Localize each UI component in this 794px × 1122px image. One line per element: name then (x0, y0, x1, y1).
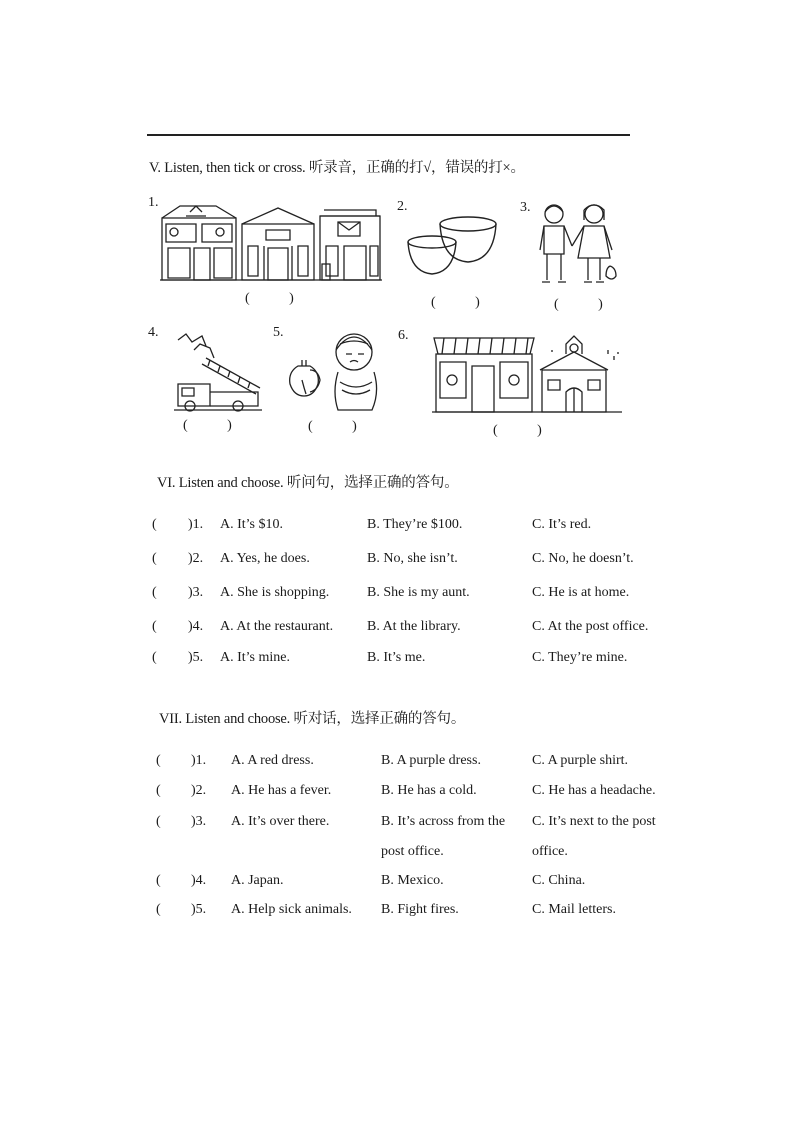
item-1-buildings-picture (160, 202, 382, 282)
option-a: A. It’s over there. (231, 814, 330, 829)
option-a: A. It’s $10. (220, 517, 283, 532)
answer-bracket[interactable]: ( (156, 873, 161, 888)
item-2-bowls-picture (406, 210, 498, 276)
question-number: )1. (191, 753, 207, 768)
item-3-children-picture (538, 202, 624, 288)
option-c: C. China. (532, 873, 586, 888)
item-4-answer-parens[interactable]: ( ) (183, 418, 250, 433)
item-6-answer-parens[interactable]: ( ) (493, 423, 560, 438)
answer-bracket[interactable]: ( (156, 783, 161, 798)
option-a: A. At the restaurant. (220, 619, 334, 634)
question-number: )5. (191, 902, 207, 917)
option-c: C. No, he doesn’t. (532, 551, 634, 566)
option-b: B. At the library. (367, 619, 461, 634)
top-rule (147, 134, 630, 136)
option-c: C. Mail letters. (532, 902, 616, 917)
option-c-continued: office. (532, 844, 568, 859)
question-number: )3. (188, 585, 204, 600)
answer-bracket[interactable]: ( (152, 650, 157, 665)
item-1-answer-parens[interactable]: ( ) (245, 291, 312, 306)
question-number: )2. (188, 551, 204, 566)
option-a: A. She is shopping. (220, 585, 330, 600)
option-c: C. It’s red. (532, 517, 592, 532)
section-5-title: V. Listen, then tick or cross. 听录音，正确的打√，错误的打×。 (149, 160, 525, 176)
option-b: B. They’re $100. (367, 517, 463, 532)
option-a: A. A red dress. (231, 753, 314, 768)
option-a: A. It’s mine. (220, 650, 290, 665)
s6-question-4 (0, 619, 794, 641)
option-c: C. He is at home. (532, 585, 630, 600)
option-b: B. Fight fires. (381, 902, 459, 917)
answer-bracket[interactable]: ( (156, 814, 161, 829)
question-number: )1. (188, 517, 204, 532)
option-c: C. He has a headache. (532, 783, 656, 798)
item-5-answer-parens[interactable]: ( ) (308, 419, 375, 434)
item-5-number: 5. (273, 325, 284, 340)
item-4-number: 4. (148, 325, 159, 340)
answer-bracket[interactable]: ( (152, 619, 157, 634)
section-7-title: VII. Listen and choose. 听对话，选择正确的答句。 (159, 711, 466, 727)
answer-bracket[interactable]: ( (156, 902, 161, 917)
s7-question-3-continued (0, 844, 794, 866)
s6-question-1 (0, 517, 794, 539)
item-5-sick-girl-picture (280, 330, 384, 414)
s6-question-5 (0, 650, 794, 672)
option-a: A. He has a fever. (231, 783, 332, 798)
answer-bracket[interactable]: ( (152, 551, 157, 566)
s6-question-3 (0, 585, 794, 607)
section-6-title: VI. Listen and choose. 听问句，选择正确的答句。 (157, 475, 459, 491)
question-number: )5. (188, 650, 204, 665)
question-number: )3. (191, 814, 207, 829)
option-c: C. It’s next to the post (532, 814, 656, 829)
question-number: )2. (191, 783, 207, 798)
item-3-number: 3. (520, 200, 531, 215)
s6-question-2 (0, 551, 794, 573)
option-c: C. A purple shirt. (532, 753, 629, 768)
s7-question-2 (0, 783, 794, 805)
s7-question-1 (0, 753, 794, 775)
option-a: A. Help sick animals. (231, 902, 352, 917)
item-6-shop-and-school-picture (432, 330, 622, 414)
s7-question-3 (0, 814, 794, 836)
option-b: B. It’s across from the (381, 814, 506, 829)
option-a: A. Yes, he does. (220, 551, 310, 566)
answer-bracket[interactable]: ( (152, 517, 157, 532)
option-b: B. A purple dress. (381, 753, 481, 768)
answer-bracket[interactable]: ( (156, 753, 161, 768)
item-2-answer-parens[interactable]: ( ) (431, 295, 498, 310)
item-1-number: 1. (148, 195, 159, 210)
item-4-fire-truck-picture (174, 328, 264, 412)
answer-bracket[interactable]: ( (152, 585, 157, 600)
option-a: A. Japan. (231, 873, 284, 888)
question-number: )4. (188, 619, 204, 634)
option-c: C. They’re mine. (532, 650, 628, 665)
option-c: C. At the post office. (532, 619, 649, 634)
item-2-number: 2. (397, 199, 408, 214)
option-b: B. It’s me. (367, 650, 426, 665)
option-b: B. No, she isn’t. (367, 551, 458, 566)
option-b: B. He has a cold. (381, 783, 477, 798)
item-3-answer-parens[interactable]: ( ) (554, 297, 621, 312)
option-b: B. She is my aunt. (367, 585, 470, 600)
item-6-number: 6. (398, 328, 409, 343)
option-b: B. Mexico. (381, 873, 444, 888)
option-b-continued: post office. (381, 844, 444, 859)
s7-question-5 (0, 902, 794, 924)
question-number: )4. (191, 873, 207, 888)
s7-question-4 (0, 873, 794, 895)
